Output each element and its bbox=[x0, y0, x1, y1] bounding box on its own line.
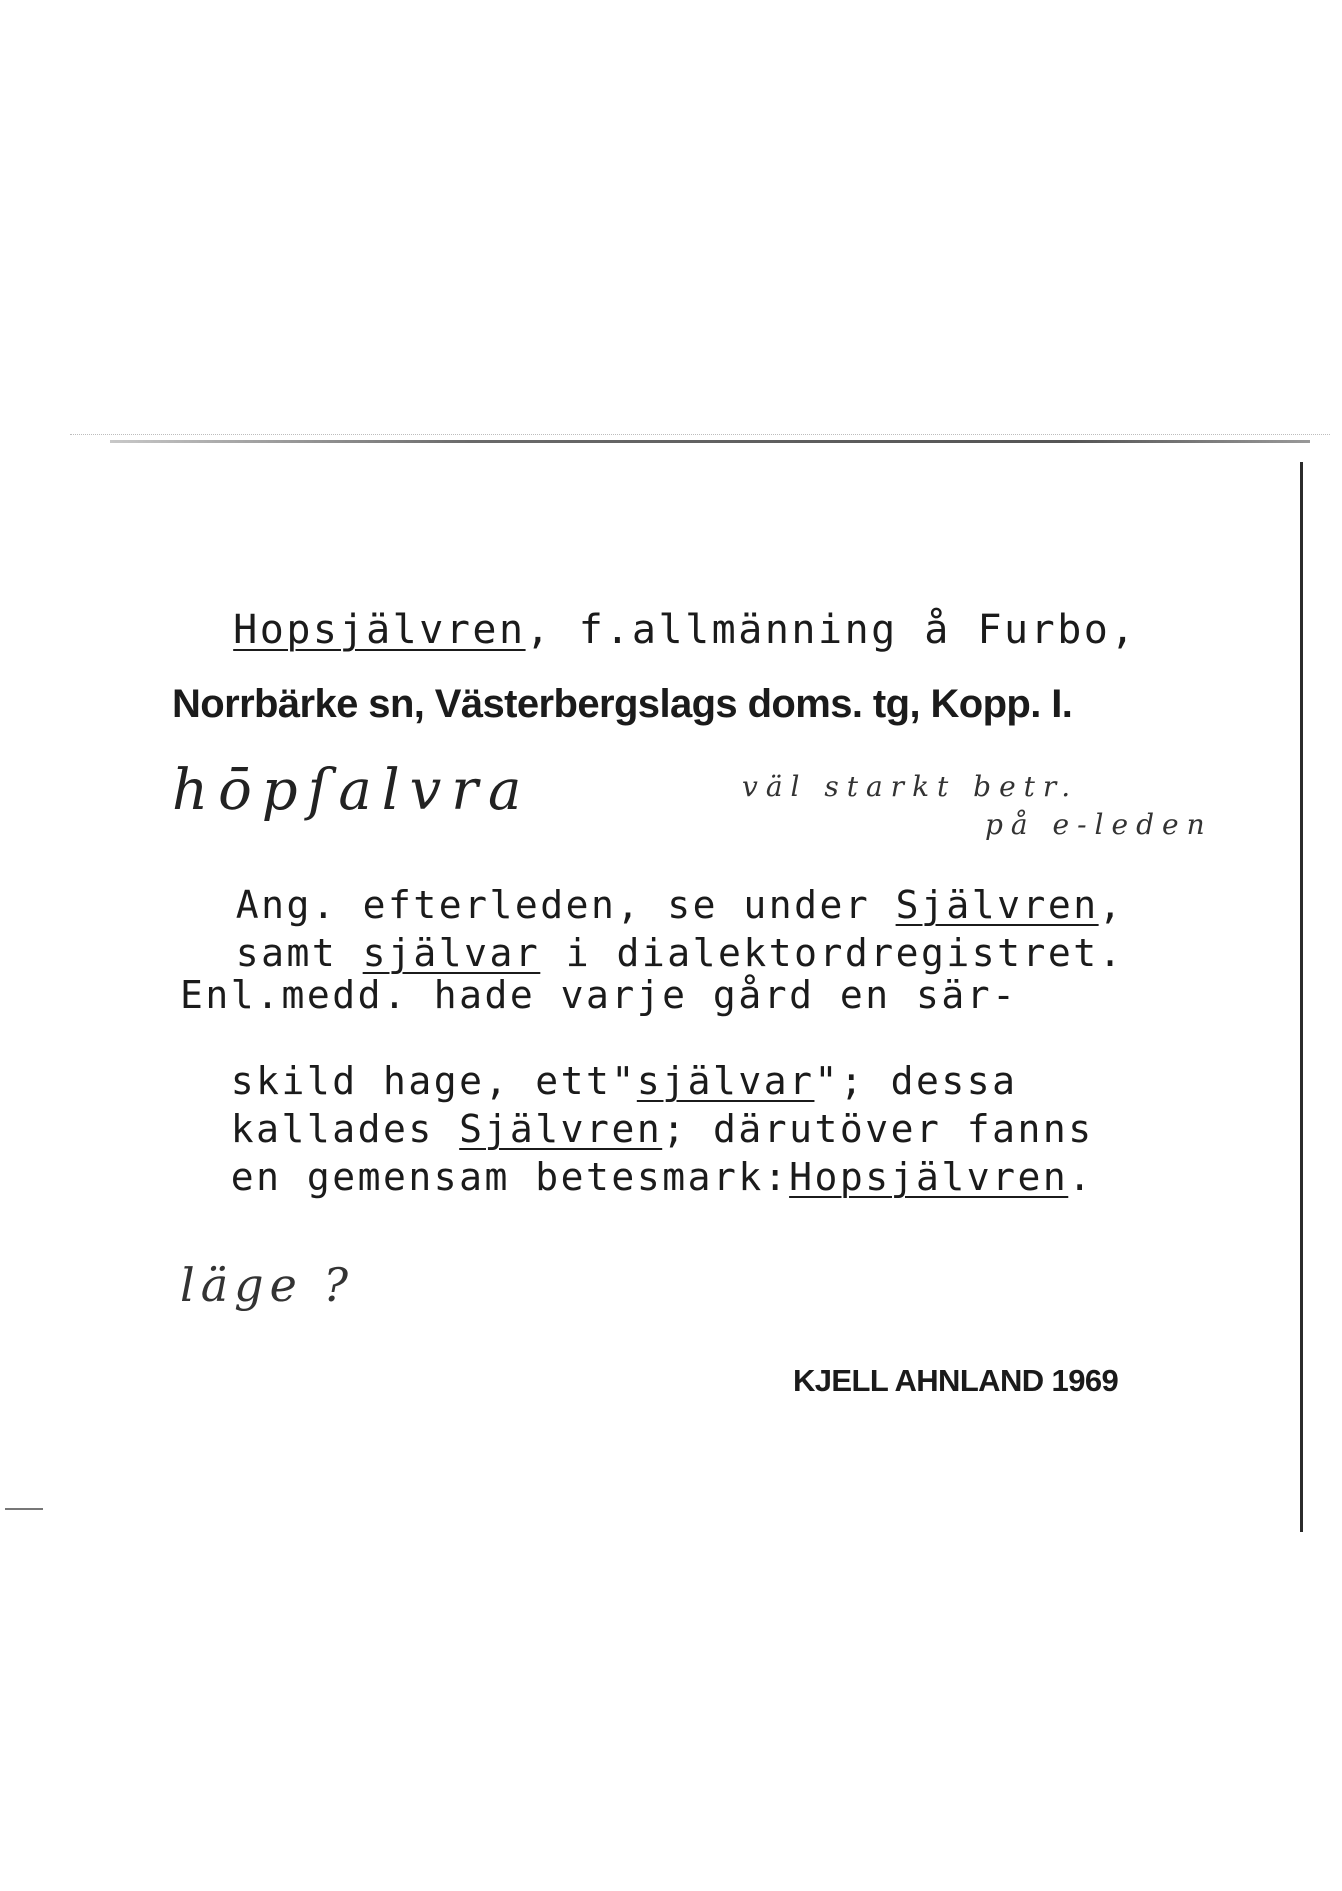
para2-line4-text: en gemensam betesmark: bbox=[230, 1155, 790, 1199]
ref-sjalvren-2: Självren bbox=[459, 1107, 663, 1151]
heading-description: , f.allmänning å Furbo, bbox=[525, 607, 1137, 653]
para1-line1-end: , bbox=[1098, 883, 1125, 927]
para1-line2 bbox=[185, 896, 1125, 975]
ref-sjalvar: självar bbox=[362, 931, 541, 975]
heading-placename: Hopsjälvren bbox=[233, 607, 526, 653]
ref-hopsjalvren: Hopsjälvren bbox=[789, 1155, 1069, 1199]
para2-line2-end: "; dessa bbox=[814, 1059, 1018, 1103]
pronunciation-note-1: väl starkt betr. bbox=[742, 770, 1079, 803]
para2-line1: Enl.medd. hade varje gård en sär- bbox=[180, 973, 1018, 1017]
scan-edge-mark bbox=[5, 1508, 43, 1510]
para1-line2-end: i dialektordregistret. bbox=[540, 931, 1125, 975]
para2-line3-end: ; därutöver fanns bbox=[662, 1107, 1094, 1151]
handwritten-note: läge ? bbox=[180, 1258, 355, 1312]
location-line: Norrbärke sn, Västerbergslags doms. tg, Kopp. I. bbox=[172, 682, 1073, 726]
para1-line2-text: samt bbox=[235, 931, 363, 975]
para1-line1-text: Ang. efterleden, se under bbox=[235, 883, 896, 927]
signature-stamp: KJELL AHNLAND 1969 bbox=[793, 1363, 1119, 1398]
para2-line4 bbox=[180, 1120, 1094, 1199]
heading-line bbox=[180, 570, 1137, 653]
ref-sjalvar-2: självar bbox=[636, 1059, 815, 1103]
card-top-border bbox=[110, 440, 1310, 443]
pronunciation-handwritten: hōpſalvra bbox=[172, 758, 532, 823]
pronunciation-note-2: på e-leden bbox=[985, 808, 1213, 841]
para2-line3-text: kallades bbox=[230, 1107, 460, 1151]
ref-sjalvren: Självren bbox=[895, 883, 1099, 927]
para2-line2-text: skild hage, ett" bbox=[230, 1059, 637, 1103]
card-right-border bbox=[1300, 462, 1303, 1532]
para2-line4-end: . bbox=[1068, 1155, 1094, 1199]
card-top-dotted-edge bbox=[70, 434, 1330, 436]
